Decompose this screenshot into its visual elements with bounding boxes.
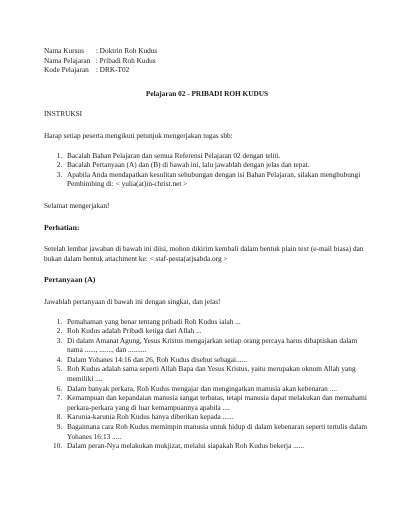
list-item: 2. Bacalah Pertanyaan (A) dan (B) di bawah ini, lalu jawablah dengan jelas dan tepat. (64, 160, 370, 170)
list-item: 4. Dalam Yohanes 14:16 dan 26, Roh Kudus disebut sebagai...... (64, 355, 370, 365)
meta-label: Nama Kursus (44, 46, 84, 55)
meta-value: : Doktrin Roh Kudus (95, 46, 158, 55)
questions-heading: Pertanyaan (A) (44, 275, 96, 285)
meta-label: Kode Pelajaran (44, 65, 89, 75)
list-item: 9. Bagaimana cara Roh Kudus memimpin manusia untuk hidup di dalam kebenaran seperti tertulis dalam Yohanes 16:13 ..... (64, 422, 370, 441)
attention-heading: Perhatian: (44, 222, 80, 232)
meta-row-course (44, 46, 370, 56)
meta-row-lesson (44, 56, 370, 66)
questions-list (44, 317, 370, 451)
list-item: 5. Roh Kudus adalah sama seperti Allah Bapa dan Yesus Kristus, yaitu merupakan oknum Allah yang memiliki .... (64, 364, 370, 383)
list-item: 3. Di dalam Amanat Agung, Yesus Kristus mengajarkan setiap orang percaya harus dibaptiskan dalam nama ......, ......., dan .......... (64, 336, 370, 355)
list-item: 10. Dalam peran-Nya melakukan mukjizat, melalui siapakah Roh Kudus bekerja ...... (64, 441, 370, 451)
meta-value: : DRK-T02 (95, 65, 130, 75)
meta-label: Nama Pelajaran (44, 55, 91, 65)
course-meta (44, 46, 370, 75)
list-item: 3. Apabila Anda mendapatkan kesulitan sehubungan dengan isi Bahan Pelajaran, silakan menghubungi Pembimbing di: < yulia(at)in-christ.net > (64, 170, 370, 189)
closing-text: Selamat mengerjakan! (44, 200, 110, 210)
meta-row-code (44, 65, 370, 75)
instructions-intro: Harap setiap peserta mengikuti petunjuk mengerjakan tugas sbb: (44, 130, 233, 140)
list-item: 8. Karunia-karunia Roh Kudus hanya diberikan kepada ...... (64, 412, 370, 422)
page-title: Pelajaran 02 - PRIBADI ROH KUDUS (145, 88, 269, 98)
questions-intro: Jawablah pertanyaan di bawah ini dengan singkat, dan jelas! (44, 296, 221, 306)
list-item: 7. Kemampuan dan kepandaian manusia sangat terbatas, tetapi manusia dapat melakukan dan memahami perkara-perkara yang di luar kemampuannya apabila .... (64, 393, 370, 412)
list-item: 1. Pemahaman yang benar tentang pribadi Roh Kudus ialah ... (64, 317, 370, 327)
instructions-heading: INSTRUKSI (44, 109, 83, 119)
attention-text: Setelah lembar jawaban di bawah ini diisi, mohon dikirim kembali dalam bentuk plain text (e-mail biasa) dan bukan dalam bentuk attachment ke: < staf-pesta(at)sabda.org > (44, 244, 364, 263)
meta-value: : Pribadi Roh Kudus (95, 55, 156, 65)
list-item: 1. Bacalah Bahan Pelajaran dan semua Referensi Pelajaran 02 dengan teliti. (64, 151, 370, 161)
instructions-list (44, 151, 370, 189)
list-item: 6. Dalam banyak perkara, Roh Kudus mengajar dan mengingatkan manusia akan kebenaran .... (64, 384, 370, 394)
list-item: 2. Roh Kudus adalah Pribadi ketiga dari Allah ... (64, 326, 370, 336)
